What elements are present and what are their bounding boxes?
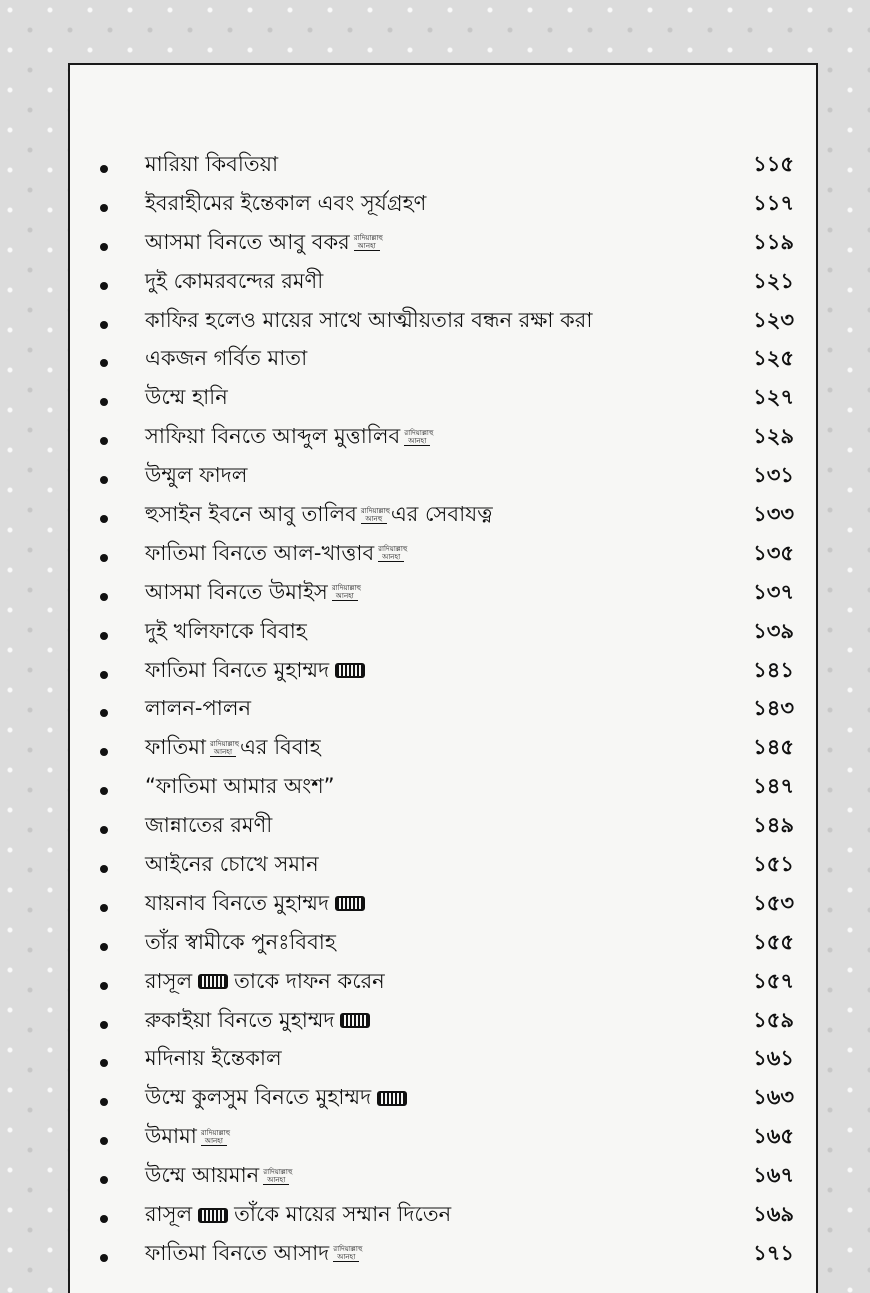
honorific-calligraphy-icon: রাদিয়াল্লাহু আনহা [263, 1167, 293, 1184]
bullet-icon [100, 243, 108, 251]
toc-title-text: মারিয়া কিবতিয়া [145, 152, 279, 176]
toc-entry-title [145, 1080, 413, 1114]
toc-page-number: ১২৫ [753, 346, 794, 371]
toc-page-number: ১৪৩ [753, 696, 794, 721]
toc-title-text: ফাতিমা বিনতে মুহাম্মদ [145, 657, 330, 682]
toc-entry-title [145, 303, 592, 337]
toc-entry-title [145, 653, 371, 687]
toc-title-text: সাফিয়া বিনতে আব্দুল মুত্তালিব [145, 424, 401, 449]
bullet-icon [100, 165, 108, 173]
toc-page-number: ১৩১ [753, 463, 794, 488]
toc-entry-title [145, 341, 307, 375]
salutation-calligraphy-icon [335, 896, 365, 911]
honorific-calligraphy-icon: রাদিয়াল্লাহু আনহা [331, 584, 362, 601]
toc-entry-title [145, 1158, 293, 1192]
bullet-icon [100, 1254, 108, 1262]
toc-title-text: দুই খলিফাকে বিবাহ [145, 618, 307, 643]
bullet-icon [100, 865, 108, 873]
toc-entry-title [145, 1041, 282, 1075]
toc-entry [70, 653, 816, 692]
toc-title-text: লালন-পালন [145, 696, 252, 721]
toc-entry [70, 1080, 816, 1119]
toc-page-number: ১৪৭ [753, 774, 794, 799]
toc-entry-title [145, 691, 251, 725]
toc-entry-title [145, 1119, 231, 1153]
toc-entry [70, 303, 816, 342]
toc-entry-title [145, 847, 319, 881]
toc-page-number: ১৬১ [753, 1046, 794, 1071]
toc-title-text: রাসূল [145, 1202, 193, 1227]
table-of-contents [70, 147, 816, 1275]
toc-entry [70, 380, 816, 419]
toc-page-number: ১৭১ [753, 1240, 794, 1265]
toc-entry [70, 691, 816, 730]
bullet-icon [100, 943, 108, 951]
toc-entry [70, 1041, 816, 1080]
toc-entry-title [145, 1197, 451, 1231]
toc-title-text: দুই কোমরবন্দের রমণী [145, 268, 324, 293]
toc-entry [70, 614, 816, 653]
bullet-icon [100, 204, 108, 212]
toc-page-number: ১৫১ [753, 852, 794, 877]
toc-page-number: ১৫৫ [753, 929, 794, 954]
toc-page-number: ১২৯ [753, 424, 794, 449]
bullet-icon [100, 1059, 108, 1067]
toc-entry [70, 458, 816, 497]
toc-entry-title [145, 186, 426, 220]
toc-title-text: রাসূল [145, 968, 193, 993]
toc-page-number: ১১৫ [753, 152, 794, 176]
toc-page-number: ১৫৭ [753, 968, 794, 993]
toc-title-text: মদিনায় ইন্তেকাল [145, 1046, 282, 1071]
toc-title-text: তাঁর স্বামীকে পুনঃবিবাহ [145, 929, 336, 954]
toc-entry [70, 925, 816, 964]
toc-page-number: ১৫৯ [753, 1007, 794, 1032]
toc-page-number: ১২৭ [753, 385, 794, 410]
toc-title-text: একজন গর্বিত মাতা [145, 346, 308, 371]
toc-page-number: ১৪১ [753, 657, 794, 682]
bullet-icon [100, 904, 108, 912]
toc-title-text: উম্মে হানি [145, 385, 228, 410]
bullet-icon [100, 787, 108, 795]
toc-entry [70, 186, 816, 225]
toc-entry [70, 964, 816, 1003]
toc-entry [70, 1003, 816, 1042]
salutation-calligraphy-icon [377, 1091, 407, 1106]
honorific-calligraphy-icon: রাদিয়াল্লাহু আনহা [209, 739, 240, 756]
toc-entry-title [145, 1003, 376, 1037]
toc-entry-title [145, 730, 321, 764]
bullet-icon [100, 982, 108, 990]
toc-entry-title [145, 264, 323, 298]
toc-entry-title [145, 925, 336, 959]
toc-entry [70, 497, 816, 536]
bullet-icon [100, 398, 108, 406]
toc-entry-title [145, 614, 307, 648]
bullet-icon [100, 671, 108, 679]
toc-title-text: উমামা [145, 1124, 197, 1149]
toc-entry [70, 341, 816, 380]
toc-page-number: ১৫৩ [753, 890, 794, 915]
bullet-icon [100, 437, 108, 445]
toc-entry [70, 847, 816, 886]
toc-title-text: ফাতিমা বিনতে আল-খাত্তাব [145, 540, 375, 565]
toc-title-suffix: তাঁকে মায়ের সম্মান দিতেন [234, 1202, 452, 1227]
bullet-icon [100, 1137, 108, 1145]
toc-title-text: হুসাইন ইবনে আবু তালিব [145, 502, 357, 527]
toc-title-suffix: তাকে দাফন করেন [234, 968, 385, 993]
bullet-icon [100, 632, 108, 640]
toc-entry-title [145, 380, 228, 414]
toc-page-number: ১৬৭ [753, 1163, 794, 1188]
toc-entry-title [145, 769, 335, 803]
honorific-calligraphy-icon: রাদিয়াল্লাহু আনহা [378, 545, 408, 562]
bullet-icon [100, 1176, 108, 1184]
toc-entry-title [145, 536, 408, 570]
toc-title-text: আসমা বিনতে উমাইস [145, 579, 328, 604]
toc-entry-title [145, 458, 247, 492]
honorific-calligraphy-icon: রাদিয়াল্লাহু আনহু [360, 506, 391, 523]
toc-entry [70, 536, 816, 575]
toc-entry-title [145, 497, 493, 531]
toc-title-text: যায়নাব বিনতে মুহাম্মদ [145, 890, 330, 915]
toc-entry [70, 730, 816, 769]
bullet-icon [100, 709, 108, 717]
toc-title-text: জান্নাতের রমণী [145, 813, 273, 838]
toc-title-text: উম্মুল ফাদল [145, 463, 248, 488]
toc-title-text: ফাতিমা বিনতে আসাদ [145, 1240, 330, 1265]
bullet-icon [100, 476, 108, 484]
bullet-icon [100, 515, 108, 523]
toc-page-number: ১১৭ [753, 190, 794, 215]
toc-entry [70, 147, 816, 186]
bullet-icon [100, 321, 108, 329]
toc-entry [70, 808, 816, 847]
toc-entry-title [145, 575, 362, 609]
toc-title-text: রুকাইয়া বিনতে মুহাম্মদ [145, 1007, 335, 1032]
bullet-icon [100, 593, 108, 601]
toc-page-number: ১৩৫ [753, 540, 794, 565]
toc-entry-title [145, 1236, 363, 1270]
bullet-icon [100, 748, 108, 756]
toc-title-text: ইবরাহীমের ইন্তেকাল এবং সূর্যগ্রহণ [145, 190, 427, 215]
toc-entry-title [145, 808, 272, 842]
book-page [68, 63, 818, 1293]
toc-entry-title [145, 147, 278, 181]
honorific-calligraphy-icon: রাদিয়াল্লাহু আনহা [200, 1128, 231, 1145]
toc-title-suffix: এর বিবাহ [239, 735, 321, 760]
toc-page-number: ১২৩ [753, 307, 794, 332]
toc-title-text: আসমা বিনতে আবু বকর [145, 229, 350, 254]
toc-entry [70, 225, 816, 264]
toc-entry [70, 1236, 816, 1275]
toc-title-text: আইনের চোখে সমান [145, 852, 319, 877]
toc-entry-title [145, 886, 371, 920]
bullet-icon [100, 826, 108, 834]
bullet-icon [100, 1021, 108, 1029]
toc-page-number: ১৩৭ [753, 579, 794, 604]
toc-title-text: ফাতিমা [145, 735, 206, 760]
toc-page-number: ১৬৩ [753, 1085, 794, 1110]
toc-page-number: ১৬৯ [753, 1202, 794, 1227]
salutation-calligraphy-icon [198, 974, 228, 989]
toc-page-number: ১৪৫ [753, 735, 794, 760]
bullet-icon [100, 282, 108, 290]
toc-entry-title [145, 225, 384, 259]
toc-entry [70, 1197, 816, 1236]
toc-title-text: “ফাতিমা আমার অংশ” [145, 774, 335, 799]
salutation-calligraphy-icon [335, 663, 365, 678]
toc-entry [70, 1158, 816, 1197]
toc-entry [70, 575, 816, 614]
toc-page-number: ১৩৩ [753, 502, 794, 527]
toc-title-text: উম্মে আয়মান [145, 1163, 260, 1188]
bullet-icon [100, 554, 108, 562]
bullet-icon [100, 1098, 108, 1106]
bullet-icon [100, 359, 108, 367]
toc-page-number: ১১৯ [753, 229, 794, 254]
toc-title-text: কাফির হলেও মায়ের সাথে আত্মীয়তার বন্ধন রক্ষা করা [145, 307, 593, 332]
toc-entry [70, 264, 816, 303]
honorific-calligraphy-icon: রাদিয়াল্লাহু আনহা [333, 1245, 363, 1262]
toc-entry [70, 886, 816, 925]
toc-page-number: ১৪৯ [753, 813, 794, 838]
toc-entry [70, 769, 816, 808]
toc-title-text: উম্মে কুলসুম বিনতে মুহাম্মদ [145, 1085, 372, 1110]
toc-page-number: ১৬৫ [753, 1124, 794, 1149]
toc-page-number: ১২১ [753, 268, 794, 293]
honorific-calligraphy-icon: রাদিয়াল্লাহু আনহা [353, 234, 383, 251]
toc-entry [70, 419, 816, 458]
toc-page-number: ১৩৯ [753, 618, 794, 643]
toc-title-suffix: এর সেবাযত্ন [390, 502, 493, 527]
toc-entry-title [145, 964, 385, 998]
salutation-calligraphy-icon [198, 1208, 228, 1223]
toc-entry-title [145, 419, 434, 453]
toc-entry [70, 1119, 816, 1158]
salutation-calligraphy-icon [340, 1013, 370, 1028]
bullet-icon [100, 1215, 108, 1223]
honorific-calligraphy-icon: রাদিয়াল্লাহু আনহা [404, 428, 434, 445]
